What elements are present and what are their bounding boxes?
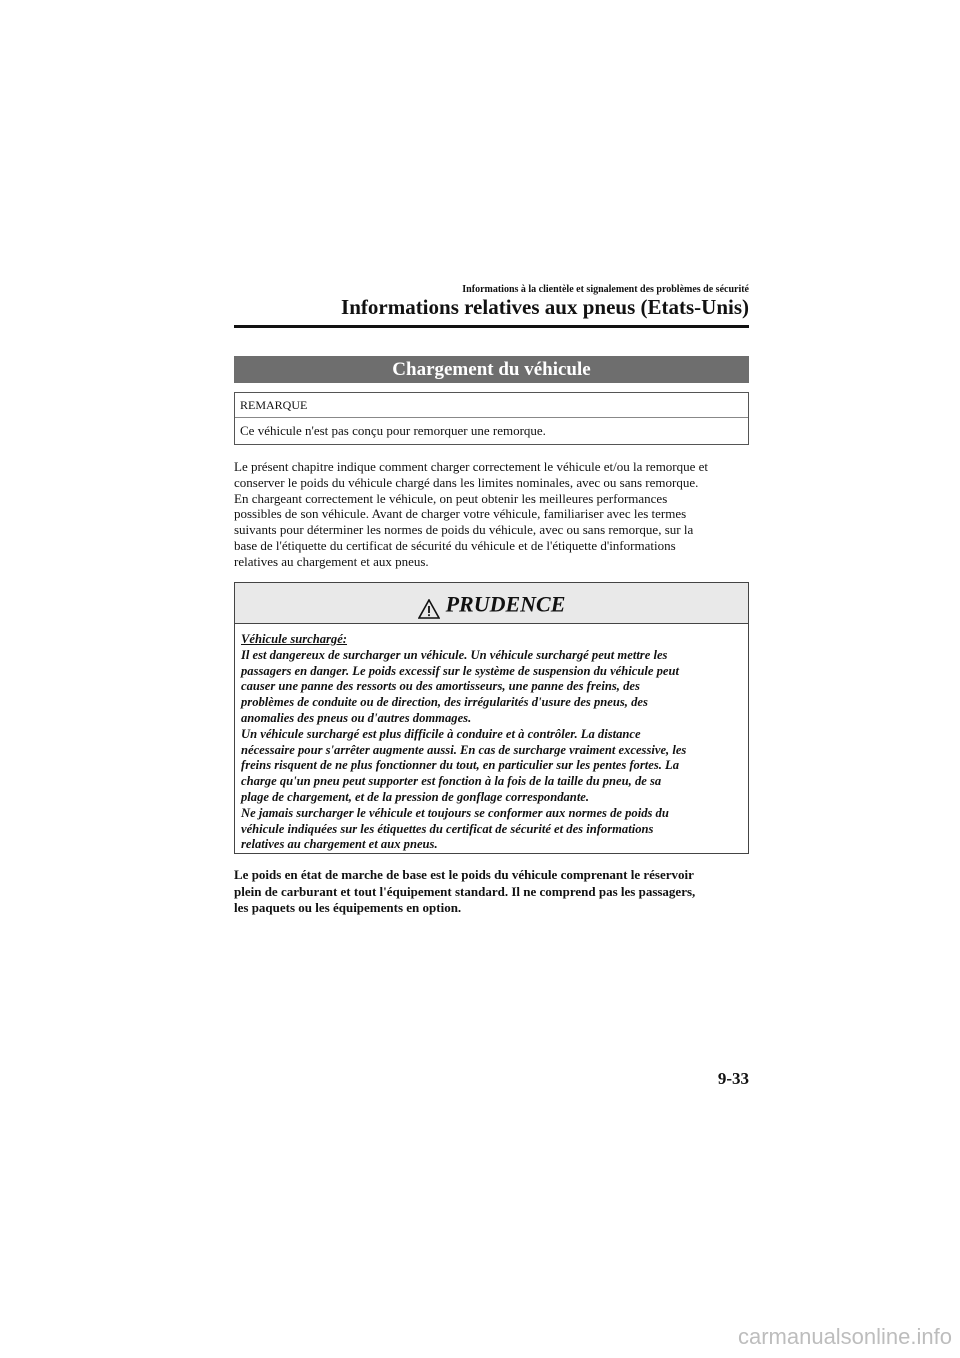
page-title: Informations relatives aux pneus (Etats-Unis) [341,295,749,319]
intro-line: Le présent chapitre indique comment charger correctement le véhicule et/ou la remorque et [234,459,709,474]
closing-line: les paquets ou les équipements en option. [234,900,462,915]
caution-body [235,624,748,853]
caution-line: problèmes de conduite ou de direction, des irrégularités d'usure des pneus, des [241,695,648,710]
note-box [234,392,749,445]
intro-line: En chargeant correctement le véhicule, on peut obtenir les meilleures performances [234,490,668,506]
caution-line: Ne jamais surcharger le véhicule et toujours se conformer aux normes de poids du [241,805,669,820]
caution-line: causer une panne des ressorts ou des amortisseurs, une panne des freins, des [241,679,640,694]
intro-line: conserver le poids du véhicule chargé dans les limites nominales, avec ou sans remorque. [234,474,699,490]
intro-paragraph [234,459,754,570]
intro-line: relatives au chargement et aux pneus. [234,553,429,569]
closing-paragraph [234,867,754,917]
closing-line: plein de carburant et tout l'équipement standard. Il ne comprend pas les passagers, [234,883,696,899]
caution-line: Un véhicule surchargé est plus difficile à conduire et à contrôler. La distance [241,726,641,741]
caution-line: véhicule indiquées sur les étiquettes du certificat de sécurité et des informations [241,821,654,836]
intro-line: suivants pour déterminer les normes de poids du véhicule, avec ou sans remorque, sur la [234,522,694,538]
intro-line: possibles de son véhicule. Avant de charger votre véhicule, familiariser avec les termes [234,506,687,522]
caution-line: Il est dangereux de surcharger un véhicule. Un véhicule surchargé peut mettre les [241,647,668,662]
caution-line: relatives au chargement et aux pneus. [241,837,438,852]
warning-triangle-icon [418,594,440,614]
caution-line: nécessaire pour s'arrêter augmente aussi. En cas de surcharge vraiment excessive, les [241,742,687,757]
caution-line: anomalies des pneus ou d'autres dommages. [241,710,472,725]
page-number: 9-33 [717,1069,749,1088]
chapter-kicker: Informations à la clientèle et signalement des problèmes de sécurité [462,284,749,295]
watermark: carmanualsonline.info [737,1324,952,1349]
caution-line: freins risquent de ne plus fonctionner du tout, en particulier sur les pentes fortes. La [241,758,680,773]
caution-box [234,582,749,854]
intro-line: base de l'étiquette du certificat de sécurité du véhicule et de l'étiquette d'informations [234,537,676,553]
caution-line: charge qu'un pneu peut supporter est fonction à la fois de la taille du pneu, de sa [241,774,662,789]
caution-line: passagers en danger. Le poids excessif sur le système de suspension du véhicule peut [241,663,679,678]
caution-subtitle: Véhicule surchargé: [241,632,348,646]
caution-title: PRUDENCE [445,591,566,617]
closing-line: Le poids en état de marche de base est le poids du véhicule comprenant le réservoir [234,867,694,882]
note-text: Ce véhicule n'est pas conçu pour remorquer une remorque. [240,423,546,438]
title-rule [234,325,749,328]
caution-header [235,583,748,624]
caution-line: plage de chargement, et de la pression de gonflage correspondante. [241,789,590,804]
section-title: Chargement du véhicule [234,356,749,383]
note-heading: REMARQUE [235,393,748,418]
